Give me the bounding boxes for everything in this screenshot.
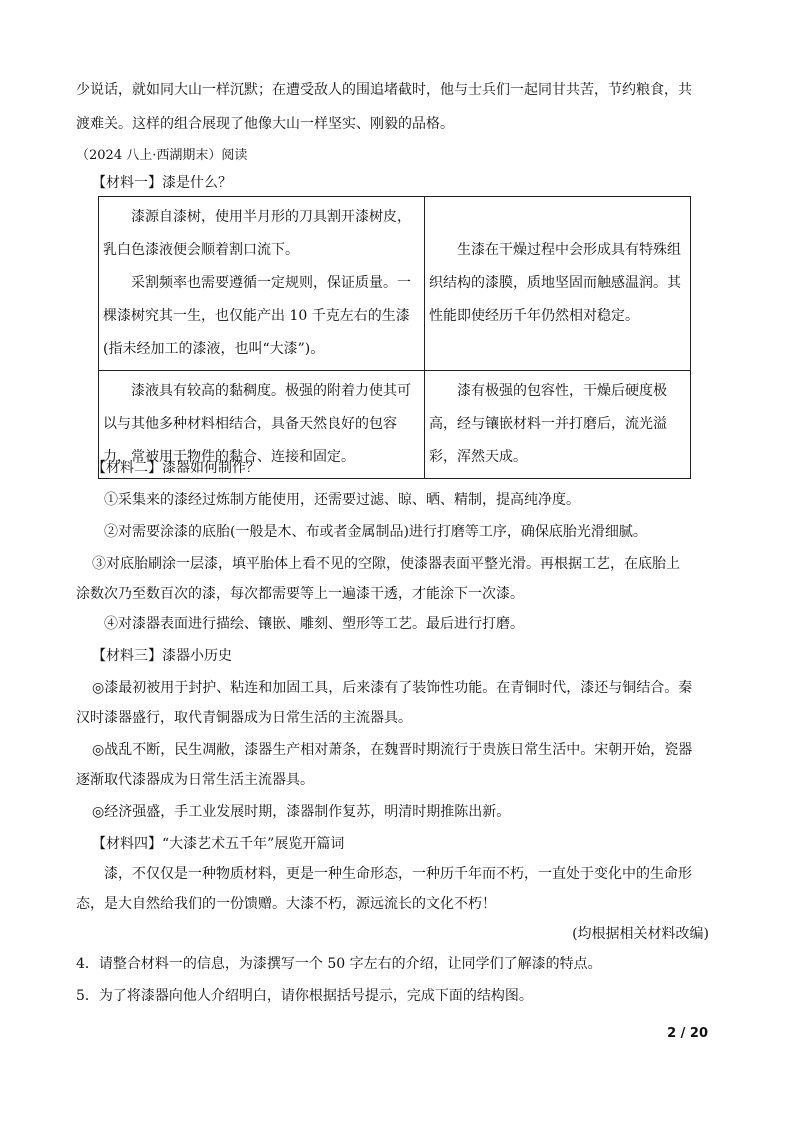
- cell-paragraph: 生漆在干燥过程中会形成具有特殊组织结构的漆膜，质地坚固而触感温润。其性能即使经历千年仍然相对稳定。: [429, 242, 681, 324]
- intro-line-2: 渡难关。这样的组合展现了他像大山一样坚实、刚毅的品格。: [76, 116, 454, 132]
- cell-paragraph: 采割频率也需要遵循一定规则，保证质量。一棵漆树究其一生，也仅能产出 10 千克左右的生漆(指未经加工的漆液，也叫“大漆”)。: [103, 275, 411, 357]
- cell-paragraph: 漆有极强的包容性，干燥后硬度极高，经与镶嵌材料一并打磨后，流光溢彩，浑然天成。: [429, 383, 667, 465]
- question-source: （2024 八上·西湖期末）阅读: [76, 148, 248, 163]
- table-cell: [99, 197, 425, 371]
- material4-line-1: 漆，不仅仅是一种物质材料，更是一种生命形态，一种历千年而不朽，一直处于变化中的生命形: [104, 866, 692, 882]
- material3-p2-line-2: 逐渐取代漆器成为日常生活主流器具。: [76, 772, 314, 788]
- material3-p3: ◎经济强盛，手工业发展时期，漆器制作复苏，明清时期推陈出新。: [92, 804, 511, 820]
- table-cell: [425, 197, 691, 371]
- material2-step-1: ①采集来的漆经过炼制方能使用，还需要过滤、晾、晒、精制，提高纯净度。: [104, 492, 580, 508]
- material2-step-2: ②对需要涂漆的底胎(一般是木、布或者金属制品)进行打磨等工序，确保底胎光滑细腻。: [104, 524, 647, 540]
- material2-step-3-line-2: 涂数次乃至数百次的漆，每次都需要等上一遍漆干透，才能涂下一次漆。: [76, 586, 524, 602]
- table-row: [99, 197, 691, 371]
- question-4: 4．请整合材料一的信息，为漆撰写一个 50 字左右的介绍，让同学们了解漆的特点。: [76, 956, 602, 972]
- material2-step-3-line-1: ③对底胎刷涂一层漆，填平胎体上看不见的空隙，使漆器表面平整光滑。再根据工艺，在底胎上: [92, 556, 680, 572]
- material2-step-4: ④对漆器表面进行描绘、镶嵌、雕刻、塑形等工艺。最后进行打磨。: [104, 616, 524, 632]
- material4-title: 【材料四】“大漆艺术五千年”展览开篇词: [92, 836, 345, 852]
- material1-title: 【材料一】漆是什么？: [92, 175, 232, 191]
- table-cell: [425, 371, 691, 479]
- page-number: 2 / 20: [667, 1026, 708, 1041]
- material3-p1-line-2: 汉时漆器盛行，取代青铜器成为日常生活的主流器具。: [76, 710, 412, 726]
- material4-line-2: 态，是大自然给我们的一份馈赠。大漆不朽，源远流长的文化不朽！: [76, 896, 496, 912]
- material1-table: [98, 196, 691, 479]
- material3-p2-line-1: ◎战乱不断，民生凋敝，漆器生产相对萧条，在魏晋时期流行于贵族日常生活中。宋朝开始，瓷器: [92, 742, 693, 758]
- cell-paragraph: 漆源自漆树，使用半月形的刀具割开漆树皮，乳白色漆液便会顺着割口流下。: [103, 209, 411, 258]
- material3-p1-line-1: ◎漆最初被用于封护、粘连和加固工具，后来漆有了装饰性功能。在青铜时代，漆还与铜结合。秦: [92, 680, 693, 696]
- intro-line-1: 少说话，就如同大山一样沉默；在遭受敌人的围追堵截时，他与士兵们一起同甘共苦，节约粮食，共: [76, 82, 692, 98]
- question-5: 5．为了将漆器向他人介绍明白，请你根据括号提示，完成下面的结构图。: [76, 988, 533, 1004]
- material3-title: 【材料三】漆器小历史: [92, 648, 232, 664]
- cell-paragraph: 漆液具有较高的黏稠度。极强的附着力使其可以与其他多种材料相结合，具备天然良好的包容力，常被用于物件的黏合、连接和固定。: [103, 383, 411, 465]
- material2-title: 【材料二】漆器如何制作？: [92, 460, 260, 476]
- material4-note: (均根据相关材料改编): [572, 926, 709, 942]
